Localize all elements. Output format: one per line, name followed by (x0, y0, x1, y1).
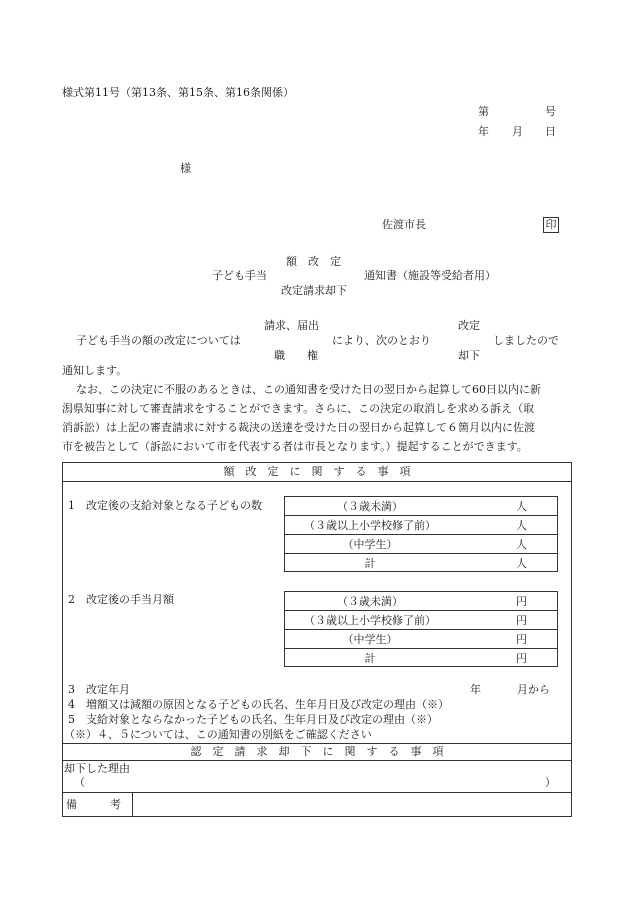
title-option-amount-revision: 額 改 定 (286, 255, 341, 268)
body-option-rejected: 却下 (458, 349, 480, 362)
form-number-header: 様式第11号（第13条、第15条、第16条関係） (62, 86, 294, 99)
row-unit: 円 (516, 652, 527, 665)
date-day: 日 (545, 125, 556, 138)
section1-header: 額 改 定 に 関 す る 事 項 (223, 465, 411, 478)
appeal-line-4: 市を被告として（訴訟において市を代表する者は市長となります。）提起することができます。 (62, 440, 528, 453)
row-label: （中学生） (342, 538, 398, 551)
row-unit: 円 (516, 614, 527, 627)
row-unit: 人 (516, 557, 527, 570)
title-suffix: 通知書（施設等受給者用） (364, 269, 496, 282)
section1-header-divider (62, 481, 572, 482)
item5-label: 5 支給対象とならなかった子どもの氏名、生年月日及び改定の理由（※） (68, 713, 438, 726)
body-option-ex-officio: 職 権 (274, 349, 318, 362)
row-unit: 人 (516, 538, 527, 551)
date-year: 年 (478, 125, 489, 138)
item3-year: 年 (470, 683, 481, 696)
appeal-line-2: 潟県知事に対して審査請求をすることができます。さらに、この決定の取消しを求める訴え（取 (62, 402, 535, 415)
row-label: （３歳以上小学校修了前） (304, 614, 436, 627)
seal-stamp: 印 (543, 217, 559, 233)
item-note: （※）４、５については、この通知書の別紙をご確認ください (64, 728, 372, 741)
body-text-part1: 子ども手当の額の改定については (76, 334, 241, 347)
remarks-column-divider (132, 792, 133, 817)
row-label: 計 (364, 557, 376, 570)
body-text-line2: 通知します。 (62, 364, 128, 377)
remarks-divider (62, 792, 572, 793)
row-label: （３歳未満） (337, 500, 403, 513)
remarks-label: 備 考 (66, 798, 121, 811)
issuer-title: 佐渡市長 (382, 218, 426, 231)
child-count-table (284, 496, 558, 572)
rejection-reason-paren-open: （ (74, 776, 85, 789)
item4-label: 4 増額又は減額の原因となる子どもの氏名、生年月日及び改定の理由（※） (68, 698, 449, 711)
doc-number-suffix: 号 (545, 105, 556, 118)
addressee-suffix: 様 (180, 162, 191, 175)
rejection-reason-label: 却下した理由 (64, 762, 130, 775)
monthly-amount-row (285, 648, 557, 667)
row-label: （中学生） (342, 633, 398, 646)
child-count-row (285, 553, 557, 572)
row-unit: 円 (516, 595, 527, 608)
row-unit: 人 (516, 519, 527, 532)
child-count-row (285, 497, 557, 516)
row-unit: 円 (516, 633, 527, 646)
appeal-line-1: なお、この決定に不服のあるときは、この通知書を受けた日の翌日から起算して60日以内に新 (76, 383, 541, 396)
row-unit: 人 (516, 500, 527, 513)
title-prefix: 子ども手当 (212, 269, 267, 282)
row-label: （３歳未満） (337, 595, 403, 608)
row-label: 計 (364, 652, 376, 665)
monthly-amount-row (285, 610, 557, 629)
rejection-reason-paren-close: ） (545, 776, 556, 789)
child-count-row (285, 515, 557, 534)
title-option-rejection: 改定請求却下 (281, 284, 347, 297)
body-text-part2: により、次のとおり (332, 334, 431, 347)
section2-header: 認 定 請 求 却 下 に 関 す る 事 項 (190, 745, 444, 758)
body-option-request: 請求、届出 (264, 319, 319, 332)
item3-month-from: 月から (517, 683, 550, 696)
appeal-line-3: 消訴訟）は上記の審査請求に対する裁決の送達を受けた日の翌日から起算して６箇月以内に佐渡 (62, 421, 535, 434)
monthly-amount-table (284, 591, 558, 667)
row-label: （３歳以上小学校修了前） (304, 519, 436, 532)
section2-top-divider (62, 743, 572, 744)
item1-label: 1 改定後の支給対象となる子どもの数 (68, 499, 262, 512)
monthly-amount-row (285, 592, 557, 611)
doc-number-prefix: 第 (478, 105, 489, 118)
item3-label: 3 改定年月 (68, 683, 130, 696)
section2-header-divider (62, 760, 572, 761)
item2-label: 2 改定後の手当月額 (68, 593, 174, 606)
date-month: 月 (512, 125, 523, 138)
child-count-row (285, 534, 557, 553)
monthly-amount-row (285, 629, 557, 648)
body-option-revised: 改定 (458, 319, 480, 332)
body-text-part3: しましたので (493, 334, 559, 347)
